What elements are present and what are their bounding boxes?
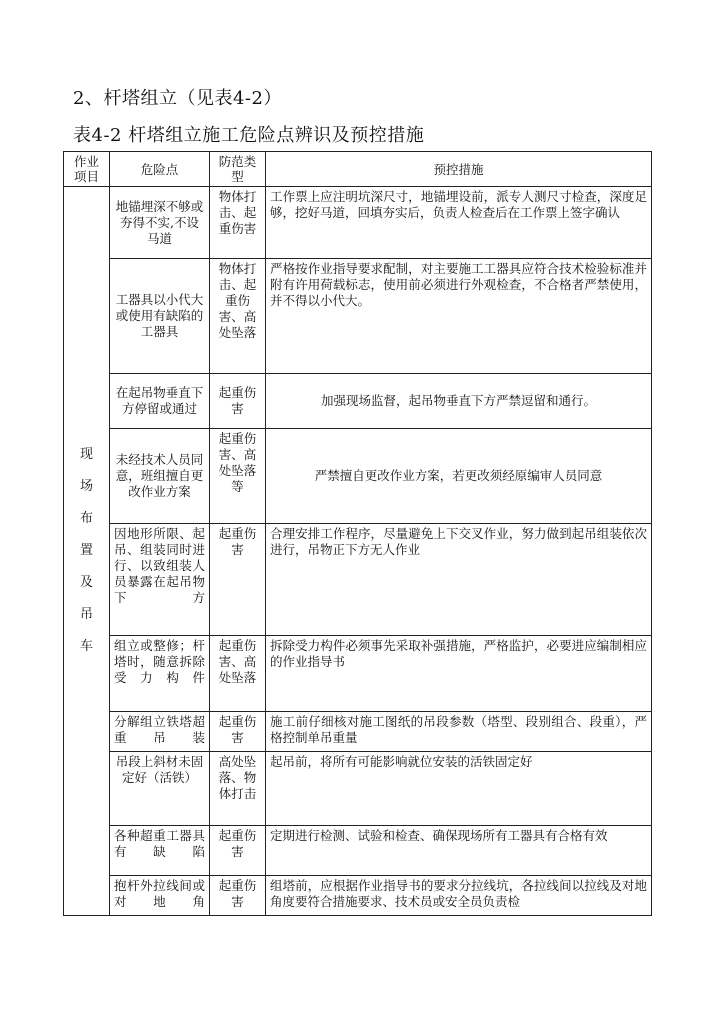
hazard-cell: 在起吊物垂直下方停留或通过 [110, 374, 210, 429]
project-cell: 现 场 布 置 及 吊 车 [64, 187, 110, 916]
measure-cell: 合理安排工作程序，尽量避免上下交叉作业，努力做到起吊组装依次进行，吊物正下方无人作业 [266, 524, 652, 636]
hazard-cell: 分解组立铁塔超重吊装 [110, 712, 210, 752]
table-header-row [64, 152, 652, 187]
type-cell: 物体打击、起重伤害、高处坠落 [210, 259, 266, 374]
hazard-cell: 各种超重工器具有缺陷 [110, 826, 210, 876]
hazard-cell: 工器具以小代大或使用有缺陷的工器具 [110, 259, 210, 374]
table-row [64, 826, 652, 876]
type-cell: 起重伤害 [210, 712, 266, 752]
type-cell: 起重伤害、高处坠落 [210, 636, 266, 712]
table-caption: 表4-2 杆塔组立施工危险点辨识及预控措施 [73, 125, 425, 146]
hazard-cell: 因地形所限、起吊、组装同时进行、以致组装人员暴露在起吊物下方 [110, 524, 210, 636]
measure-cell: 起吊前，将所有可能影响就位安装的活铁固定好 [266, 752, 652, 826]
hazard-table [63, 151, 652, 916]
type-cell: 起重伤害 [210, 524, 266, 636]
measure-cell: 组塔前，应根据作业指导书的要求分拉线坑，各拉线间以拉线及对地角度要符合措施要求、技术员或安全员负责检 [266, 876, 652, 916]
type-cell: 高处坠落、物体打击 [210, 752, 266, 826]
measure-cell: 施工前仔细核对施工图纸的吊段参数（塔型、段别组合、段重），严格控制单吊重量 [266, 712, 652, 752]
table-row [64, 636, 652, 712]
header-type: 防范类型 [210, 152, 266, 187]
header-project: 作业项目 [64, 152, 110, 187]
table-row [64, 752, 652, 826]
hazard-cell: 未经技术人员同意，班组擅自更改作业方案 [110, 429, 210, 524]
measure-cell: 工作票上应注明坑深尺寸，地锚埋设前，派专人测尺寸检查，深度足够，挖好马道，回填夯实后，负责人检查后在工作票上签字确认 [266, 187, 652, 259]
table-row [64, 374, 652, 429]
type-cell: 起重伤害 [210, 374, 266, 429]
hazard-cell: 地锚埋深不够或夯得不实,不设马道 [110, 187, 210, 259]
table-row [64, 429, 652, 524]
hazard-cell: 吊段上斜材未固定好（活铁） [110, 752, 210, 826]
hazard-cell: 抱杆外拉线间或对地角 [110, 876, 210, 916]
type-cell: 起重伤害、高处坠落等 [210, 429, 266, 524]
measure-cell: 定期进行检测、试验和检查、确保现场所有工器具有合格有效 [266, 826, 652, 876]
table-row [64, 524, 652, 636]
measure-cell: 严格按作业指导要求配制，对主要施工工器具应符合技术检验标准并附有许用荷载标志，使用前必须进行外观检查，不合格者严禁使用，并不得以小代大。 [266, 259, 652, 374]
measure-cell: 拆除受力构件必须事先采取补强措施，严格监护，必要进应编制相应的作业指导书 [266, 636, 652, 712]
type-cell: 起重伤害 [210, 826, 266, 876]
table-row [64, 876, 652, 916]
section-heading: 2、杆塔组立（见表4-2） [73, 88, 282, 109]
header-measure: 预控措施 [266, 152, 652, 187]
header-hazard: 危险点 [110, 152, 210, 187]
type-cell: 起重伤害 [210, 876, 266, 916]
measure-cell: 加强现场监督，起吊物垂直下方严禁逗留和通行。 [266, 374, 652, 429]
table-row [64, 712, 652, 752]
measure-cell: 严禁擅自更改作业方案，若更改须经原编审人员同意 [266, 429, 652, 524]
table-row [64, 187, 652, 259]
type-cell: 物体打击、起重伤害 [210, 187, 266, 259]
hazard-cell: 组立或整修；杆塔时，随意拆除受力构件 [110, 636, 210, 712]
table-row [64, 259, 652, 374]
